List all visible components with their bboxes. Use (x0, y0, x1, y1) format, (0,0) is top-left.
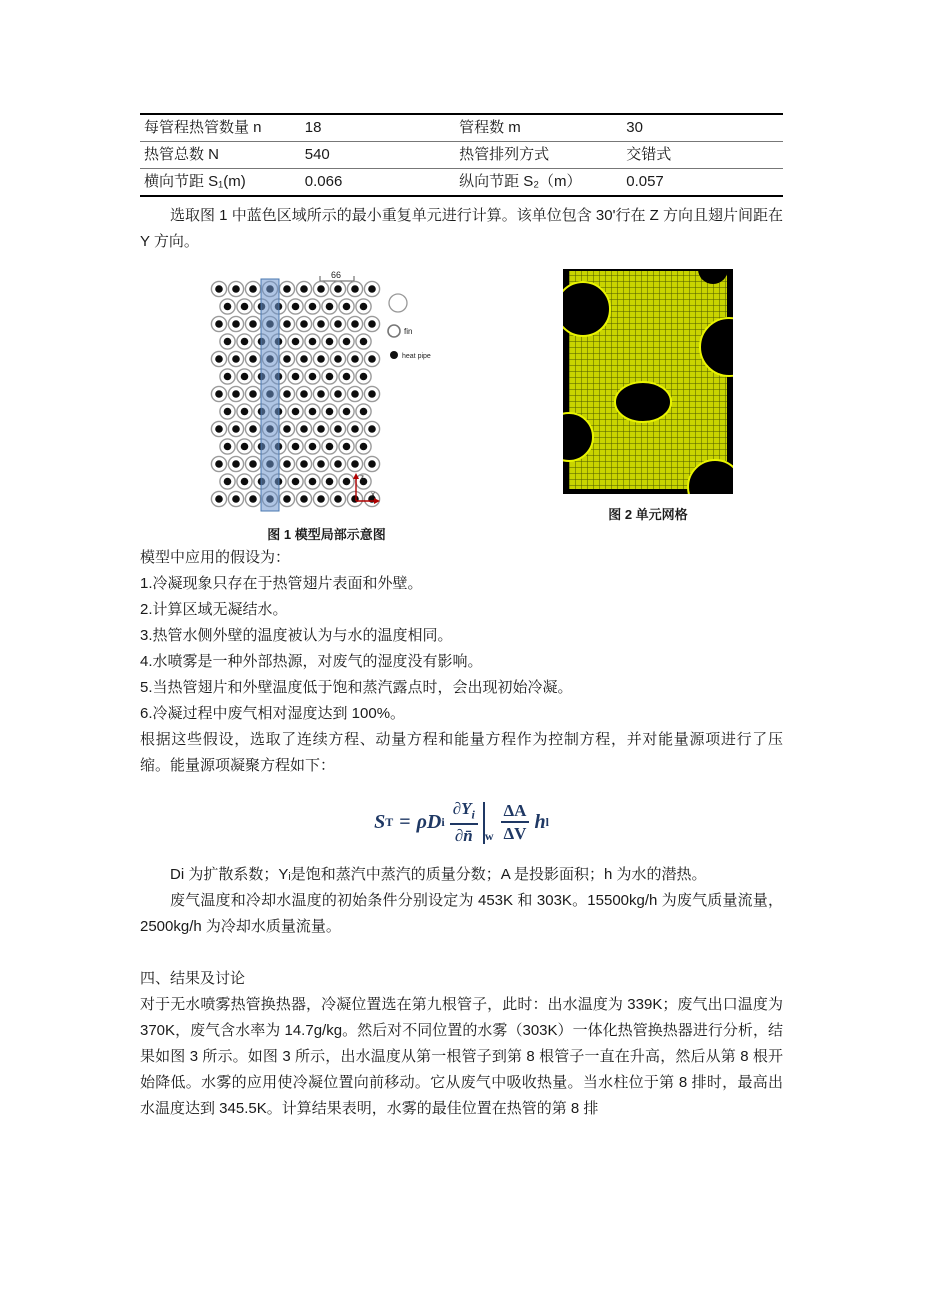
tube-grid (212, 279, 380, 511)
table-cell: 管程数 m (455, 114, 622, 142)
eq-tail-sub: l (545, 814, 549, 829)
assumption-item: 6.冷凝过程中废气相对湿度达到 100%。 (140, 705, 406, 722)
assumption-item: 5.当热管翅片和外壁温度低于饱和蒸汽露点时，会出现初始冷凝。 (140, 679, 573, 696)
table-row (140, 142, 783, 169)
table-cell: 540 (301, 142, 455, 169)
assumptions-intro: 模型中应用的假设为： (140, 549, 291, 566)
intro-paragraph: 选取图 1 中蓝色区域所示的最小重复单元进行计算。该单位包含 30'行在 Z 方向且翅片间距在 Y 方向。 (140, 207, 783, 250)
governing-paragraph: 根据这些假设，选取了连续方程、动量方程和能量方程作为控制方程，并对能量源项进行了压缩。能量源项凝聚方程如下： (140, 731, 783, 774)
table-cell: 纵向节距 S₂（m） (459, 173, 582, 190)
conditions-paragraph: 废气温度和冷却水温度的初始条件分别设定为 453K 和 303K。15500kg/h 为废气质量流量，2500kg/h 为冷却水质量流量。 (140, 891, 783, 935)
heat-pipe-icon (390, 351, 398, 359)
figure1-schematic (210, 269, 442, 514)
energy-source-equation (140, 799, 783, 846)
fin-icon (388, 325, 400, 337)
table-cell: 0.057 (626, 173, 664, 190)
table-row (140, 114, 783, 142)
figures-row (140, 269, 783, 543)
table-cell: 交错式 (622, 142, 783, 169)
eq-frac2-den: ΔV (503, 824, 527, 844)
assumption-item: 3.热管水侧外壁的温度被认为与水的温度相同。 (140, 627, 453, 644)
eq-fraction1 (450, 799, 478, 846)
eq-evaluated-bar (483, 800, 494, 844)
results-heading: 四、结果及讨论 (140, 969, 246, 987)
highlighted-unit-column (261, 279, 279, 511)
table-cell: 0.066 (304, 173, 343, 190)
figure2-caption: 图 2 单元网格 (608, 507, 688, 522)
table-cell: 热管总数 N (140, 142, 301, 169)
eq-frac2-num: ΔA (501, 801, 530, 824)
symbols-paragraph: Di 为扩散系数；Yᵢ是饱和蒸汽中蒸汽的质量分数；A 是投影面积；h 为水的潜热。 (170, 865, 707, 883)
figure2-block (513, 269, 783, 543)
table-cell: 热管排列方式 (455, 142, 622, 169)
table-cell: 每管程热管数量 n (140, 114, 301, 142)
eq-lhs: S (374, 810, 386, 833)
eq-coef-sub: i (441, 814, 445, 829)
table-cell: 横向节距 S₁(m) (144, 173, 246, 190)
figure1-block (140, 269, 513, 543)
results-paragraph: 对于无水喷雾热管换热器，冷凝位置选在第九根管子，此时：出水温度为 339K；废气出口温度为 370K，废气含水率为 14.7g/kg。然后对不同位置的水雾（303K）一体化热管换热器进行分析，结果如图 3 所示。如图 3 所示，出水温度从第一根管子到第 8 根管子一直在升高，然后从第 8 根开始降低。水雾的应用使冷凝位置向前移动。它从废气中吸收热量。当水柱位于第 8 排时，最高出水温度达到 345.5K。计算结果表明，水雾的最佳位置在热管的第 8 排 (140, 995, 783, 1117)
parameters-table (140, 113, 783, 197)
spacer (140, 940, 783, 966)
assumption-item: 1.冷凝现象只存在于热管翅片表面和外壁。 (140, 575, 423, 592)
eq-frac1-num: $\partial Y_i$ (450, 799, 478, 825)
eq-coef: ρD (416, 810, 442, 833)
legend-heat-pipe-label: heat pipe (402, 353, 432, 360)
dimension-label: 66 (331, 270, 342, 280)
assumption-item: 4.水喷雾是一种外部热源，对废气的湿度没有影响。 (140, 653, 483, 670)
legend-circle-icon (389, 294, 407, 312)
figure1-caption: 图 1 模型局部示意图 (267, 527, 386, 542)
axis-x-label: x (371, 490, 376, 499)
eq-tail: h (534, 810, 546, 833)
table-row (140, 169, 783, 197)
assumption-item: 2.计算区域无凝结水。 (140, 601, 288, 618)
eq-frac1-den: ∂n̄ (454, 826, 473, 846)
eq-fraction2 (501, 801, 530, 844)
table-cell: 18 (301, 114, 455, 142)
figure2-mesh (563, 269, 733, 494)
eq-bar-sub: w (484, 829, 494, 844)
legend-fin-label: fin (404, 327, 413, 336)
eq-equals: = (399, 810, 411, 833)
eq-lhs-sub: T (385, 814, 394, 829)
table-cell: 30 (622, 114, 783, 142)
axis-z-label: z (360, 473, 365, 482)
